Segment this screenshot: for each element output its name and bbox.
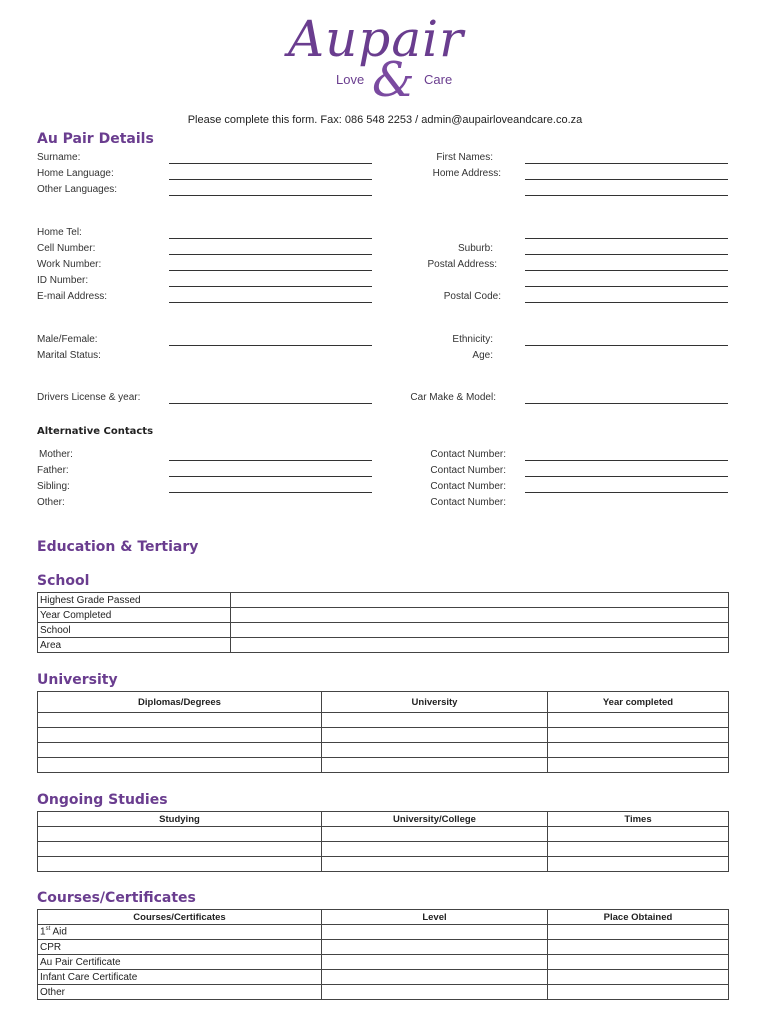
field-home-address-line-3[interactable] bbox=[525, 238, 728, 239]
field-car-line[interactable] bbox=[525, 403, 728, 404]
university-cell[interactable] bbox=[322, 743, 548, 758]
courses-col-place: Place Obtained bbox=[548, 910, 729, 925]
university-cell[interactable] bbox=[38, 713, 322, 728]
university-table bbox=[37, 691, 729, 773]
ongoing-heading: Ongoing Studies bbox=[37, 792, 168, 808]
courses-col-course: Courses/Certificates bbox=[38, 910, 322, 925]
field-cell-label: Cell Number: bbox=[37, 243, 96, 254]
school-cell[interactable] bbox=[231, 623, 729, 638]
field-postal-code-line[interactable] bbox=[525, 302, 728, 303]
school-heading: School bbox=[37, 573, 90, 589]
form-instructions: Please complete this form. Fax: 086 548 2253 / admin@aupairloveandcare.co.za bbox=[187, 114, 583, 126]
table-row bbox=[38, 827, 729, 842]
course-name: CPR bbox=[38, 940, 322, 955]
field-email-label: E-mail Address: bbox=[37, 291, 108, 302]
courses-heading: Courses/Certificates bbox=[37, 890, 196, 906]
courses-cell[interactable] bbox=[322, 970, 548, 985]
table-row bbox=[38, 692, 729, 713]
logo-script: Aupair bbox=[288, 10, 465, 68]
table-row bbox=[38, 970, 729, 985]
ongoing-col-studying: Studying bbox=[38, 812, 322, 827]
courses-cell[interactable] bbox=[322, 940, 548, 955]
course-first-aid-num: 1 bbox=[40, 926, 46, 938]
field-postal-address-line[interactable] bbox=[525, 270, 728, 271]
education-heading: Education & Tertiary bbox=[37, 539, 199, 555]
courses-cell[interactable] bbox=[322, 955, 548, 970]
field-surname-line[interactable] bbox=[169, 163, 372, 164]
school-row-label: School bbox=[38, 623, 231, 638]
field-id-line[interactable] bbox=[169, 286, 372, 287]
university-cell[interactable] bbox=[322, 758, 548, 773]
field-surname-label: Surname: bbox=[37, 152, 81, 163]
table-row bbox=[38, 758, 729, 773]
ongoing-cell[interactable] bbox=[322, 827, 548, 842]
university-cell[interactable] bbox=[38, 758, 322, 773]
field-first-names-line[interactable] bbox=[525, 163, 728, 164]
ongoing-cell[interactable] bbox=[38, 857, 322, 872]
courses-col-level: Level bbox=[322, 910, 548, 925]
field-cell-line[interactable] bbox=[169, 254, 372, 255]
courses-table bbox=[37, 909, 729, 1000]
field-suburb-label: Suburb: bbox=[457, 243, 493, 254]
university-col-university: University bbox=[322, 692, 548, 713]
alt-contact-1-line[interactable] bbox=[525, 460, 728, 461]
field-id-label: ID Number: bbox=[37, 275, 89, 286]
course-name: Infant Care Certificate bbox=[38, 970, 322, 985]
field-suburb-line[interactable] bbox=[525, 254, 728, 255]
field-home-language-label: Home Language: bbox=[37, 168, 114, 179]
table-row bbox=[38, 910, 729, 925]
field-home-tel-line[interactable] bbox=[169, 238, 372, 239]
field-work-line[interactable] bbox=[169, 270, 372, 271]
school-row-label: Highest Grade Passed bbox=[38, 593, 231, 608]
field-work-label: Work Number: bbox=[37, 259, 102, 270]
university-col-year: Year completed bbox=[548, 692, 729, 713]
field-postal-address-line-2[interactable] bbox=[525, 286, 728, 287]
field-other-languages-line[interactable] bbox=[169, 195, 372, 196]
field-ethnicity-line[interactable] bbox=[525, 345, 728, 346]
alt-mother-label: Mother: bbox=[39, 449, 73, 460]
table-row bbox=[38, 593, 729, 608]
au-pair-heading: Au Pair Details bbox=[37, 131, 154, 147]
university-cell[interactable] bbox=[38, 728, 322, 743]
field-other-languages-label: Other Languages: bbox=[37, 184, 118, 195]
university-heading: University bbox=[37, 672, 118, 688]
alt-other-label: Other: bbox=[37, 497, 65, 508]
field-ethnicity-label: Ethnicity: bbox=[452, 334, 493, 345]
university-cell[interactable] bbox=[548, 728, 729, 743]
course-first-aid bbox=[38, 925, 322, 940]
logo bbox=[288, 10, 488, 108]
university-cell[interactable] bbox=[322, 713, 548, 728]
logo-care: Care bbox=[424, 72, 453, 87]
table-row bbox=[38, 940, 729, 955]
field-license-label: Drivers License & year: bbox=[37, 392, 141, 403]
field-license-line[interactable] bbox=[169, 403, 372, 404]
ongoing-cell[interactable] bbox=[38, 842, 322, 857]
table-row bbox=[38, 857, 729, 872]
table-row bbox=[38, 638, 729, 653]
ongoing-col-times: Times bbox=[548, 812, 729, 827]
courses-cell[interactable] bbox=[548, 940, 729, 955]
field-home-address-line[interactable] bbox=[525, 179, 728, 180]
ongoing-cell[interactable] bbox=[322, 842, 548, 857]
school-row-label: Area bbox=[38, 638, 231, 653]
table-row bbox=[38, 925, 729, 940]
course-name: Au Pair Certificate bbox=[38, 955, 322, 970]
ongoing-table bbox=[37, 811, 729, 872]
courses-cell[interactable] bbox=[548, 955, 729, 970]
courses-cell[interactable] bbox=[322, 985, 548, 1000]
field-email-line[interactable] bbox=[169, 302, 372, 303]
courses-cell[interactable] bbox=[548, 970, 729, 985]
table-row bbox=[38, 985, 729, 1000]
alt-contact-1-label: Contact Number: bbox=[430, 449, 506, 460]
university-col-diplomas: Diplomas/Degrees bbox=[38, 692, 322, 713]
field-postal-address-label: Postal Address: bbox=[427, 259, 497, 270]
school-table bbox=[37, 592, 729, 653]
alt-father-label: Father: bbox=[37, 465, 69, 476]
alt-father-line[interactable] bbox=[169, 476, 372, 477]
field-home-tel-label: Home Tel: bbox=[37, 227, 82, 238]
table-row bbox=[38, 728, 729, 743]
ongoing-cell[interactable] bbox=[548, 842, 729, 857]
table-row bbox=[38, 955, 729, 970]
university-cell[interactable] bbox=[548, 758, 729, 773]
ongoing-col-college: University/College bbox=[322, 812, 548, 827]
course-first-aid-sup: st bbox=[45, 926, 51, 933]
field-car-label: Car Make & Model: bbox=[410, 392, 496, 403]
school-row-label: Year Completed bbox=[38, 608, 231, 623]
alt-contact-2-label: Contact Number: bbox=[430, 465, 506, 476]
courses-cell[interactable] bbox=[548, 985, 729, 1000]
ongoing-cell[interactable] bbox=[548, 857, 729, 872]
alt-contact-2-line[interactable] bbox=[525, 476, 728, 477]
field-postal-code-label: Postal Code: bbox=[443, 291, 501, 302]
field-gender-label: Male/Female: bbox=[37, 334, 98, 345]
logo-love: Love bbox=[336, 72, 365, 87]
table-row bbox=[38, 713, 729, 728]
table-row bbox=[38, 743, 729, 758]
alt-contact-3-line[interactable] bbox=[525, 492, 728, 493]
alt-mother-line[interactable] bbox=[169, 460, 372, 461]
university-cell[interactable] bbox=[38, 743, 322, 758]
field-age-label: Age: bbox=[472, 350, 493, 361]
ongoing-cell[interactable] bbox=[38, 827, 322, 842]
course-name: Other bbox=[38, 985, 322, 1000]
ongoing-cell[interactable] bbox=[548, 827, 729, 842]
table-row bbox=[38, 608, 729, 623]
ongoing-cell[interactable] bbox=[322, 857, 548, 872]
university-cell[interactable] bbox=[548, 713, 729, 728]
alt-contact-4-label: Contact Number: bbox=[430, 497, 506, 508]
field-gender-line[interactable] bbox=[169, 345, 372, 346]
field-marital-label: Marital Status: bbox=[37, 350, 101, 361]
alt-sibling-line[interactable] bbox=[169, 492, 372, 493]
school-cell[interactable] bbox=[231, 608, 729, 623]
alt-sibling-label: Sibling: bbox=[37, 481, 70, 492]
field-home-language-line[interactable] bbox=[169, 179, 372, 180]
alt-contacts-heading: Alternative Contacts bbox=[37, 426, 154, 437]
course-first-aid-text: Aid bbox=[50, 926, 67, 938]
university-cell[interactable] bbox=[322, 728, 548, 743]
table-row bbox=[38, 842, 729, 857]
school-cell[interactable] bbox=[231, 638, 729, 653]
field-first-names-label: First Names: bbox=[436, 152, 493, 163]
school-cell[interactable] bbox=[231, 593, 729, 608]
field-home-address-label: Home Address: bbox=[432, 168, 501, 179]
logo-ampersand: & bbox=[372, 52, 415, 108]
university-cell[interactable] bbox=[548, 743, 729, 758]
courses-cell[interactable] bbox=[322, 925, 548, 940]
alt-contact-3-label: Contact Number: bbox=[430, 481, 506, 492]
field-home-address-line-2[interactable] bbox=[525, 195, 728, 196]
table-row bbox=[38, 623, 729, 638]
courses-cell[interactable] bbox=[548, 925, 729, 940]
table-row bbox=[38, 812, 729, 827]
